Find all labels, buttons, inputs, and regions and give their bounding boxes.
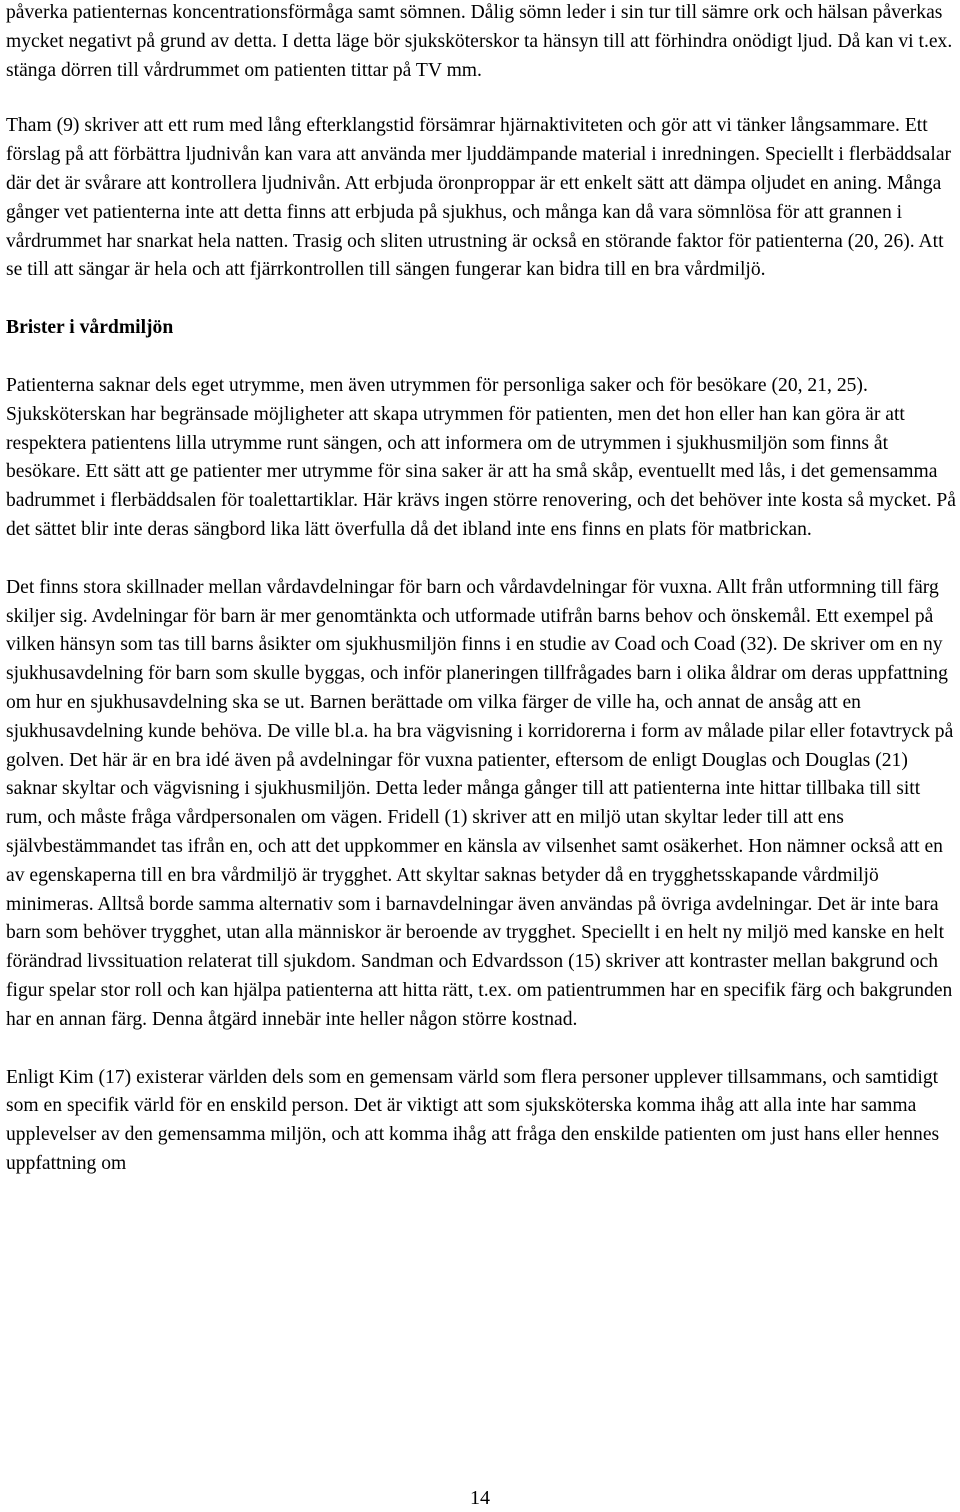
paragraph-tham-acoustics: Tham (9) skriver att ett rum med lång efterklangstid försämrar hjärnaktiviteten och gör att vi tänker långsammare. Ett förslag på att förbättra ljudnivån kan vara att använda mer ljuddämpande material i inredningen. Speciellt i flerbäddsalar där det är svårare att kontrollera ljudnivån. Att erbjuda öronproppar är ett enkelt sätt att dämpa oljudet en aning. Många gånger vet patienterna inte att detta finns att erbjuda på sjukhus, och många kan då vara sömnlösa för att grannen i vårdrummet har snarkat hela natten. Trasig och sliten utrustning är också en störande faktor för patienterna (20, 26). Att se till att sängar är hela och att fjärrkontrollen till sängen fungerar kan bidra till en bra vårdmiljö.	[6, 115, 952, 281]
paragraph-kim-world: Enligt Kim (17) existerar världen dels som en gemensam värld som flera personer upplever tillsammans, och samtidigt som en specifik värld för en enskild person. Det är viktigt att som sjuksköterska komma ihåg att alla inte har samma upplevelser av den gemensamma miljön, och att komma ihåg att fråga den enskilde patienten om just hans eller hennes uppfattning om	[6, 1066, 940, 1174]
paragraph-children-vs-adults: Det finns stora skillnader mellan vårdavdelningar för barn och vårdavdelningar för vuxna. Allt från utformning till färg skiljer sig. Avdelningar för barn är mer genomtänkta och utformade utifrån barns behov och önskemål. Ett exempel på vilken hänsyn som tas till barns åsikter om sjukhusmiljön finns i en studie av Coad och Coad (32). De skriver om en ny sjukhusavdelning för barn som skulle byggas, och inför planeringen tillfrågades barn i olika åldrar om deras uppfattning om hur en sjukhusavdelning ska se ut. Barnen berättade om vilka färger de ville ha, och annat de ansåg att en sjukhusavdelning kunde behöva. De ville bl.a. ha bra vägvisning i korridorerna i form av målade pilar eller fotavtryck på golven. Det här är en bra idé även på avdelningar för vuxna patienter, eftersom de enligt Douglas och Douglas (21) saknar skyltar och vägvisning i sjukhusmiljön. Detta leder många gånger till att patienterna inte hittar tillbaka till sitt rum, och måste fråga vårdpersonalen om vägen. Fridell (1) skriver att en miljö utan skyltar leder till att ens självbestämmandet tas ifrån en, och att det uppkommer en känsla av vilsenhet samt osäkerhet. Hon nämner också att en av egenskaperna till en bra vårdmiljö är trygghet. Att skyltar saknas betyder då en trygghetsskapande vårdmiljö minimeras. Alltså borde samma alternativ som i barnavdelningar även användas på övriga avdelningar. Det är inte bara barn som behöver trygghet, utan alla människor är beroende av trygghet. Speciellt i en helt ny miljö med kanske en helt förändrad livssituation relaterat till sjukdom. Sandman och Edvardsson (15) skriver att kontraster mellan bakgrund och figur spelar stor roll och kan hjälpa patienterna att hitta rätt, t.ex. om patientrummen har en specifik färg och bakgrunden har en annan färg. Denna åtgärd innebär inte heller någon större kostnad.	[6, 576, 954, 1030]
page-number: 14	[470, 1487, 490, 1509]
paragraph-personal-space: Patienterna saknar dels eget utrymme, men även utrymmen för personliga saker och för besökare (20, 21, 25). Sjuksköterskan har begränsade möjligheter att skapa utrymmen för patienten, men det hon eller han kan göra är att respektera patientens lilla utrymme runt sängen, och att informera om de utrymmen i sjukhusmiljön som finns åt besökare. Ett sätt att ge patienter mer utrymme för sina saker är att ha små skåp, eventuellt med lås, i det gemensamma badrummet i flerbäddsalen för toalettartiklar. Här krävs ingen större renovering, och det behöver inte kosta så mycket. På det sättet blir inte deras sängbord lika lätt överfulla då det ibland inte ens finns en plats för matbrickan.	[6, 374, 956, 540]
document-page	[6, 0, 956, 1179]
paragraph-sleep-noise: påverka patienternas koncentrationsförmåga samt sömnen. Dålig sömn leder i sin tur till sämre ork och hälsan påverkas mycket negativt på grund av detta. I detta läge bör sjuksköterskor ta hänsyn till att förhindra onödigt ljud. Då kan vi t.ex. stänga dörren till vårdrummet om patienten tittar på TV mm.	[6, 2, 953, 81]
section-heading: Brister i vårdmiljön	[6, 317, 174, 339]
